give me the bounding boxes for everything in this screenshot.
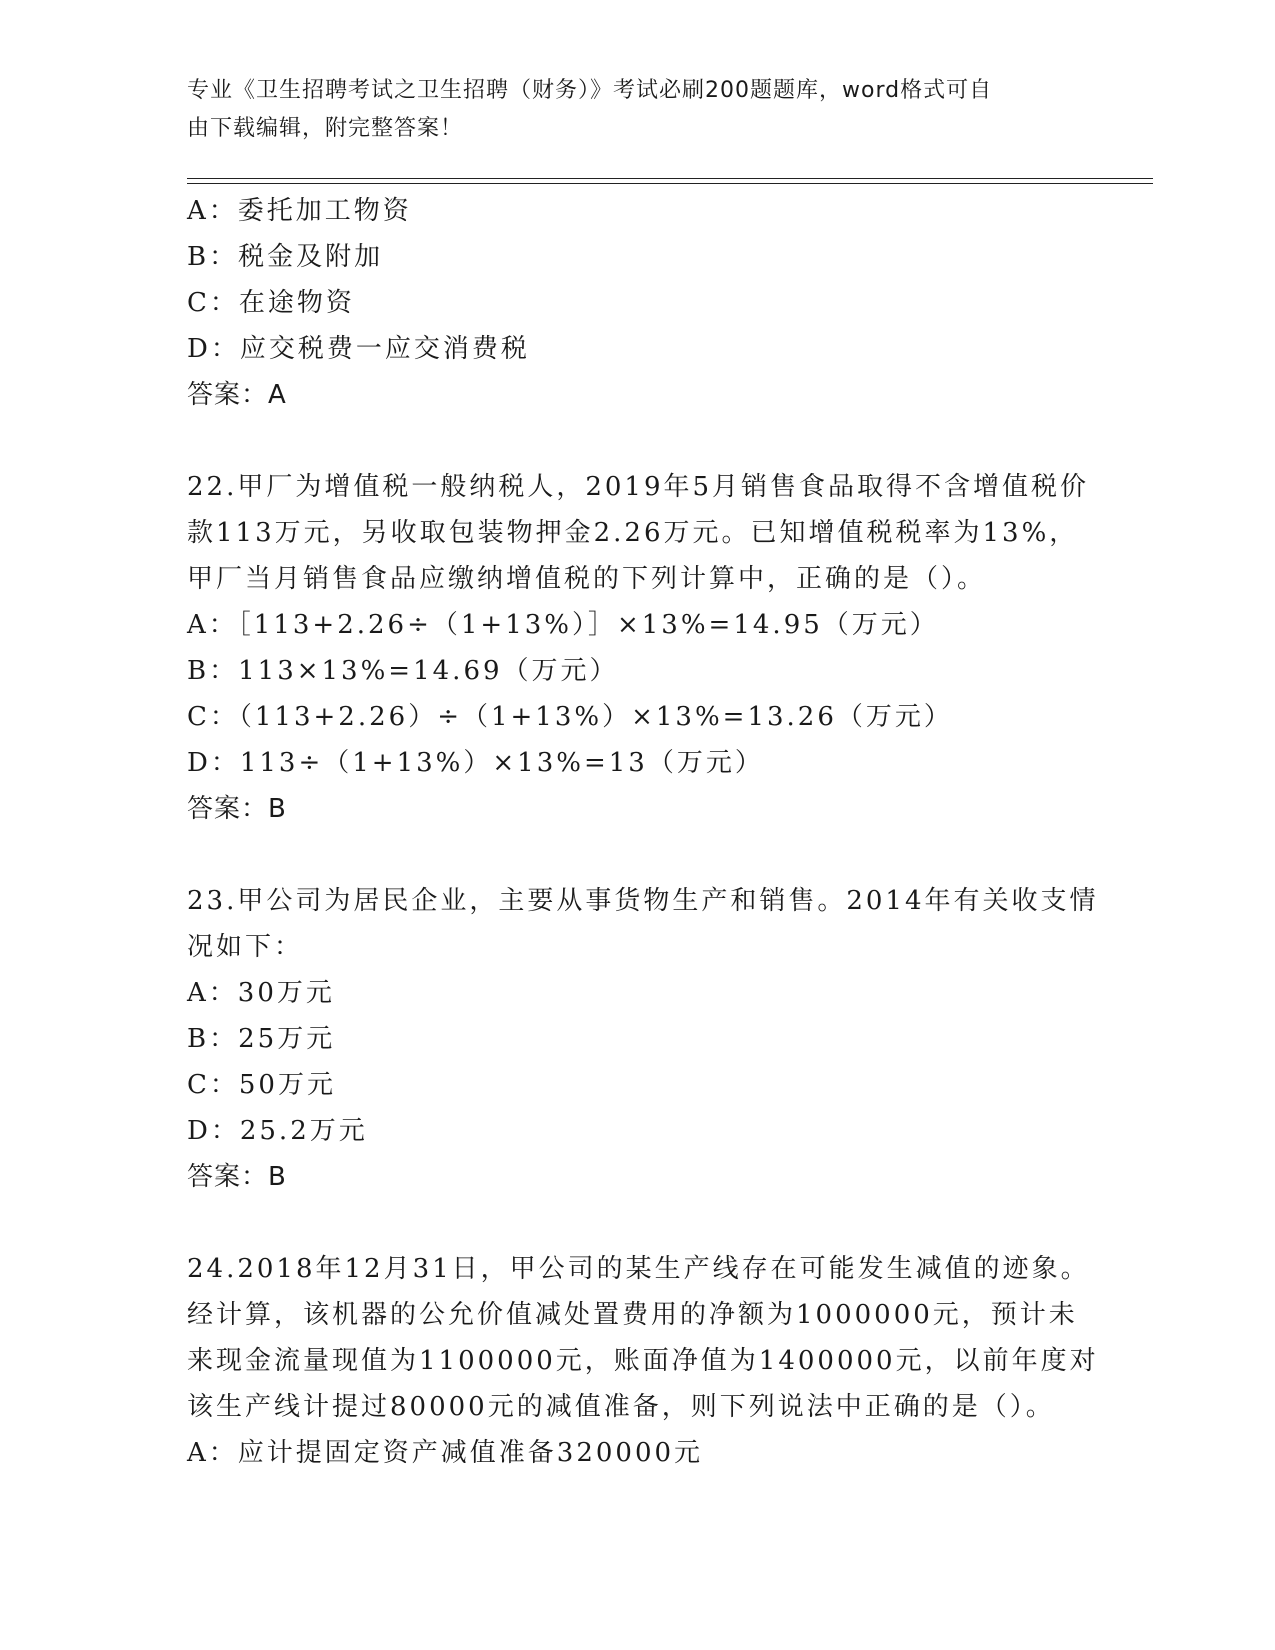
question-stem-line: 况如下： <box>187 932 304 962</box>
question-stem-line: 经计算，该机器的公允价值减处置费用的净额为1000000元，预计未 <box>187 1300 1078 1330</box>
option-c: C：在途物资 <box>187 288 355 318</box>
header-line-2: 由下载编辑，附完整答案！ <box>187 116 464 141</box>
option-c: C：50万元 <box>187 1070 336 1100</box>
header-line-1: 专业《卫生招聘考试之卫生招聘（财务）》考试必刷200题题库，word格式可自 <box>187 78 993 103</box>
question-22-block <box>187 464 1090 832</box>
option-b: B：113×13%=14.69（万元） <box>187 656 619 686</box>
option-a: A：应计提固定资产减值准备320000元 <box>187 1438 704 1468</box>
spacer <box>187 832 1087 878</box>
answer-line: 答案：A <box>187 380 287 410</box>
question-21-block <box>187 188 1087 418</box>
option-d: D：25.2万元 <box>187 1116 368 1146</box>
question-stem-line: 22.甲厂为增值税一般纳税人，2019年5月销售食品取得不含增值税价 <box>187 472 1090 502</box>
header-divider-bottom <box>187 183 1153 184</box>
answer-line: 答案：B <box>187 794 287 824</box>
question-stem-line: 来现金流量现值为1100000元，账面净值为1400000元，以前年度对 <box>187 1346 1099 1376</box>
question-content <box>187 188 1099 1476</box>
option-a: A：委托加工物资 <box>187 196 412 226</box>
question-stem-line: 该生产线计提过80000元的减值准备，则下列说法中正确的是（）。 <box>187 1392 1055 1422</box>
option-b: B：税金及附加 <box>187 242 384 272</box>
question-stem-line: 23.甲公司为居民企业，主要从事货物生产和销售。2014年有关收支情 <box>187 886 1099 916</box>
option-b: B：25万元 <box>187 1024 336 1054</box>
option-a: A：［113+2.26÷（1+13%）］×13%=14.95（万元） <box>187 610 939 640</box>
spacer <box>187 1200 1087 1246</box>
answer-line: 答案：B <box>187 1162 287 1192</box>
question-24-block <box>187 1246 1099 1476</box>
question-stem-line: 24.2018年12月31日，甲公司的某生产线存在可能发生减值的迹象。 <box>187 1254 1090 1284</box>
question-stem-line: 甲厂当月销售食品应缴纳增值税的下列计算中，正确的是（）。 <box>187 564 987 594</box>
question-stem-line: 款113万元，另收取包装物押金2.26万元。已知增值税税率为13%， <box>187 518 1079 548</box>
option-c: C：（113+2.26）÷（1+13%）×13%=13.26（万元） <box>187 702 953 732</box>
option-a: A：30万元 <box>187 978 335 1008</box>
question-23-block <box>187 878 1099 1200</box>
option-d: D：113÷（1+13%）×13%=13（万元） <box>187 748 764 778</box>
header-divider-top <box>187 178 1153 179</box>
spacer <box>187 418 1087 464</box>
document-header <box>187 72 1067 148</box>
option-d: D：应交税费一应交消费税 <box>187 334 530 364</box>
